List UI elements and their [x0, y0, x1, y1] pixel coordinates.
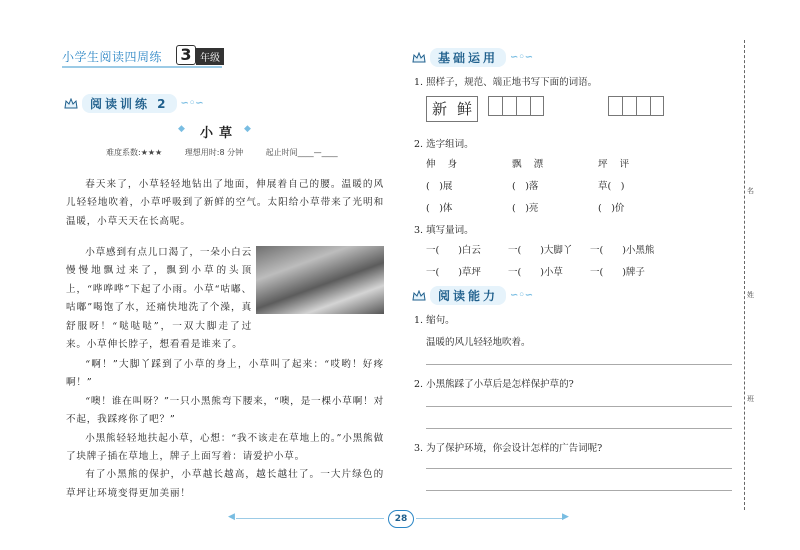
crown-icon	[412, 290, 426, 302]
measure-word-3[interactable]: 一( )小黑熊	[590, 245, 655, 256]
article-body-wrap	[66, 244, 252, 354]
paragraph-4: “噢！谁在叫呀？”一只小黑熊弯下腰来，“噢，是一棵小草啊！对不起，我踩疼你了吧？”	[66, 395, 384, 426]
footer-left-ornament-icon: ◀	[228, 512, 235, 522]
side-label-1: 名	[747, 187, 754, 195]
swirl-decoration-icon: ∽◦∽	[510, 52, 534, 63]
answer-line-4[interactable]	[426, 468, 732, 469]
side-label-3: 班	[747, 395, 754, 403]
crown-icon	[412, 52, 426, 64]
title-right-ornament-icon: ◆	[244, 124, 251, 134]
pair-1-blank-2[interactable]: ( )体	[426, 203, 453, 214]
pair-3-char-b: 评	[619, 159, 630, 170]
measure-word-2[interactable]: 一( )大脚丫	[508, 245, 573, 256]
paragraph-3: “啊！”大脚丫踩到了小草的身上，小草叫了起来：“哎哟！好疼啊！”	[66, 359, 384, 389]
swirl-decoration-icon: ∽◦∽	[180, 98, 204, 109]
pair-3-char-a: 坪	[598, 159, 608, 170]
section-label-text: 基础运用	[430, 48, 506, 67]
page-number: 28	[388, 510, 414, 528]
pair-1-char-a: 伸	[426, 159, 436, 170]
answer-line-3[interactable]	[426, 428, 732, 429]
paragraph-1: 春天来了，小草轻轻地钻出了地面，伸展着自己的腰。温暖的风儿轻轻地吹着，小草呼吸到了新鲜的空气。太阳给小草带来了光明和温暖，小草天天在长高呢。	[66, 179, 384, 227]
paragraph-5: 小黑熊轻轻地扶起小草，心想：“我不该走在草地上的。”小黑熊做了块牌子插在草地上，牌子上面写着：请爱护小草。	[66, 432, 384, 463]
paragraph-6: 有了小黑熊的保护，小草越长越高，越长越壮了。一大片绿色的草坪让环境变得更加美丽！	[66, 469, 384, 499]
title-left-ornament-icon: ◆	[178, 124, 185, 134]
section-label-reading-training	[64, 94, 204, 113]
reading-q2-text: 2. 小黑熊踩了小草后是怎样保护草的?	[414, 379, 574, 390]
binding-dashed-line	[744, 40, 746, 510]
article-meta	[106, 147, 358, 158]
question-3-text: 3. 填写量词。	[414, 225, 474, 236]
reading-q1-sentence: 温暖的风儿轻轻地吹着。	[426, 337, 531, 348]
question-1-text: 1. 照样子，规范、端正地书写下面的词语。	[414, 77, 598, 88]
answer-line-2[interactable]	[426, 406, 732, 407]
sample-char-2: 鲜	[456, 100, 472, 118]
time-range-text: 起止时间____—____	[265, 148, 338, 157]
measure-word-5[interactable]: 一( )小草	[508, 267, 563, 278]
section-label-text: 阅读能力	[430, 286, 506, 305]
pair-1-blank-1[interactable]: ( )展	[426, 181, 453, 192]
question-2-text: 2. 选字组词。	[414, 139, 474, 150]
section-label-basic-usage	[412, 48, 533, 67]
measure-word-1[interactable]: 一( )白云	[426, 245, 481, 256]
header-underline	[62, 66, 222, 68]
side-label-2: 姓	[747, 291, 754, 299]
footer-line-right	[416, 518, 564, 519]
sample-char-1: 新	[431, 100, 447, 118]
pair-3-chars	[598, 156, 629, 170]
grade-label: 年级	[196, 48, 224, 65]
article-title: 小草	[200, 126, 239, 141]
pair-2-char-a: 飘	[512, 159, 522, 170]
writing-grid-1[interactable]	[488, 96, 544, 116]
reading-q1-text: 1. 缩句。	[414, 315, 455, 326]
measure-word-6[interactable]: 一( )牌子	[590, 267, 645, 278]
paragraph-2: 小草感到有点儿口渴了，一朵小白云慢慢地飘过来了，飘到小草的头顶上，“哗哗哗”下起了小雨。小草“咕嘟、咕嘟”喝饱了水，还痛快地洗了个澡，真舒服呀！“哒哒哒”，一双大脚走了过来。小草伸长脖子，想看看是谁来了。	[66, 247, 252, 351]
crown-icon	[64, 98, 78, 110]
answer-line-5[interactable]	[426, 490, 732, 491]
pair-3-blank-2[interactable]: ( )价	[598, 203, 625, 214]
footer-line-left	[236, 518, 384, 519]
pair-2-char-b: 漂	[533, 159, 544, 170]
pair-2-blank-2[interactable]: ( )亮	[512, 203, 539, 214]
sample-grid	[426, 96, 478, 122]
pair-1-char-b: 身	[447, 159, 458, 170]
footer-right-ornament-icon: ▶	[562, 512, 569, 522]
pair-1-chars	[426, 156, 457, 170]
ideal-time-text: 理想用时:8 分钟	[184, 148, 244, 157]
swirl-decoration-icon: ∽◦∽	[510, 290, 534, 301]
grass-photo	[256, 246, 384, 314]
book-brand: 小学生阅读四周练	[62, 50, 163, 64]
article-body-bottom	[66, 356, 384, 503]
article-body-top	[66, 176, 384, 231]
pair-2-chars	[512, 156, 543, 170]
writing-grid-2[interactable]	[608, 96, 664, 116]
measure-word-4[interactable]: 一( )草坪	[426, 267, 481, 278]
grade-number: 3	[176, 45, 196, 65]
pair-3-blank-1[interactable]: 草( )	[598, 181, 625, 192]
reading-q3-text: 3. 为了保护环境，你会设计怎样的广告词呢?	[414, 443, 603, 454]
answer-line-1[interactable]	[426, 364, 732, 365]
difficulty-text: 难度系数:★★★	[106, 148, 163, 157]
section-label-text: 阅读训练 2	[82, 94, 177, 113]
section-label-reading-ability	[412, 286, 533, 305]
pair-2-blank-1[interactable]: ( )落	[512, 181, 539, 192]
